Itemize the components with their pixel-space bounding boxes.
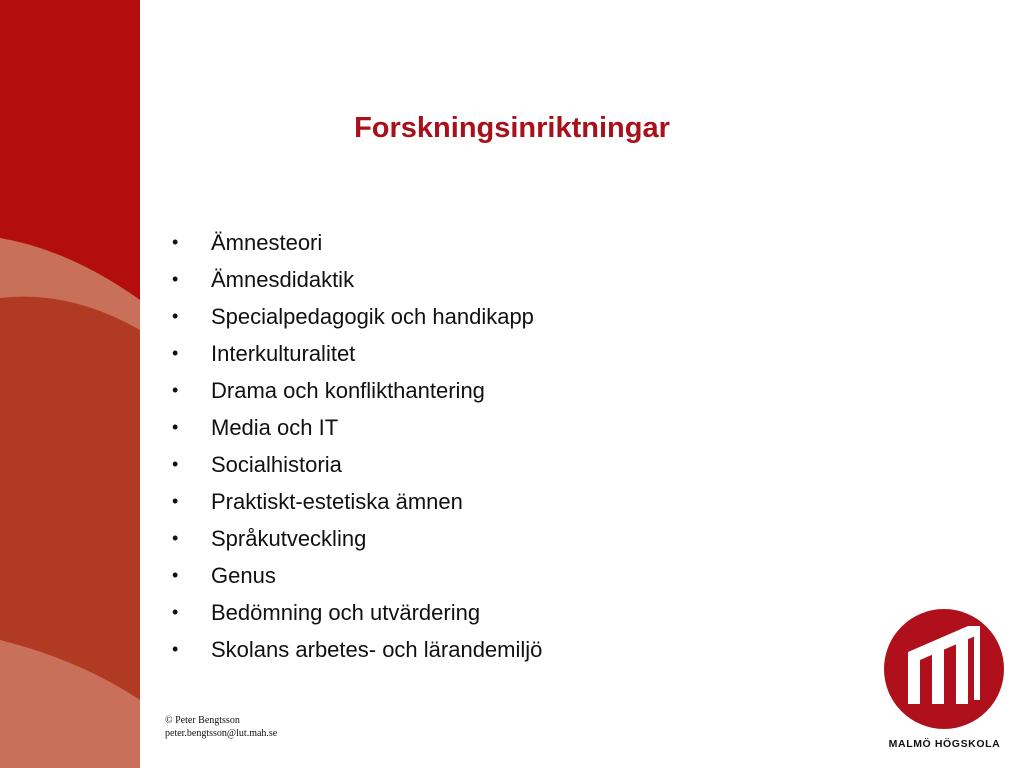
list-item: • Specialpedagogik och handikapp <box>170 298 542 335</box>
footer-email[interactable]: peter.bengtsson@lut.mah.se <box>165 728 278 739</box>
list-item: • Interkulturalitet <box>170 335 542 372</box>
slide-title: Forskningsinriktningar <box>354 112 670 144</box>
list-item: • Socialhistoria <box>170 446 542 483</box>
footer-credit <box>165 714 277 740</box>
logo-emblem-icon <box>884 604 1004 734</box>
list-item: • Praktiskt-estetiska ämnen <box>170 483 542 520</box>
malmo-hogskola-logo <box>872 600 1017 760</box>
bullet-list <box>170 224 542 668</box>
list-item: • Drama och konflikthantering <box>170 372 542 409</box>
list-item: • Bedömning och utvärdering <box>170 594 542 631</box>
list-item: • Språkutveckling <box>170 520 542 557</box>
list-item: • Ämnesdidaktik <box>170 261 542 298</box>
logo-wordmark: MALMÖ HÖGSKOLA <box>888 738 1001 750</box>
list-item: • Media och IT <box>170 409 542 446</box>
decorative-side-band <box>0 0 140 768</box>
list-item: • Ämnesteori <box>170 224 542 261</box>
list-item: • Genus <box>170 557 542 594</box>
list-item: • Skolans arbetes- och lärandemiljö <box>170 631 542 668</box>
footer-author: © Peter Bengtsson <box>165 715 240 726</box>
